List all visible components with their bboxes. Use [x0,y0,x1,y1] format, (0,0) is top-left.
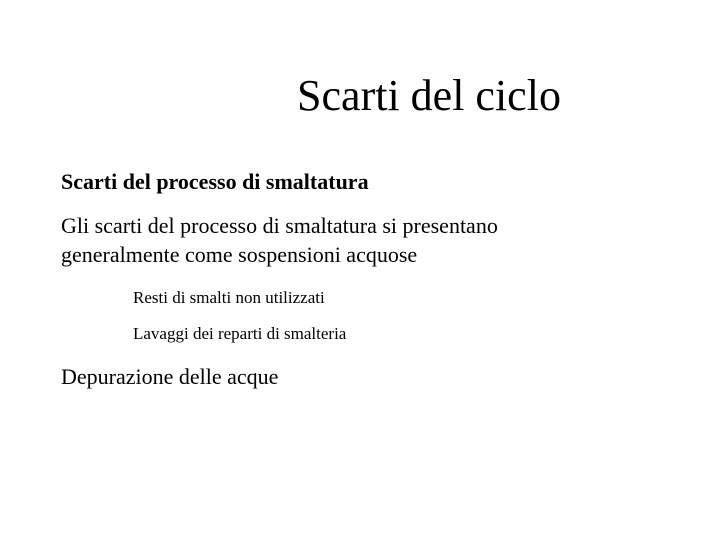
slide-title-text: Scarti del ciclo [297,71,561,120]
slide-title [0,70,720,122]
body-paragraph: Gli scarti del processo di smaltatura si presentano generalmente come sospensioni acquose [61,213,498,267]
section-heading: Scarti del processo di smaltatura [61,169,369,194]
bullet-item: Lavaggi dei reparti di smalteria [133,324,347,343]
closing-line: Depurazione delle acque [61,364,279,389]
bullet-item: Resti di smalti non utilizzati [133,288,325,307]
